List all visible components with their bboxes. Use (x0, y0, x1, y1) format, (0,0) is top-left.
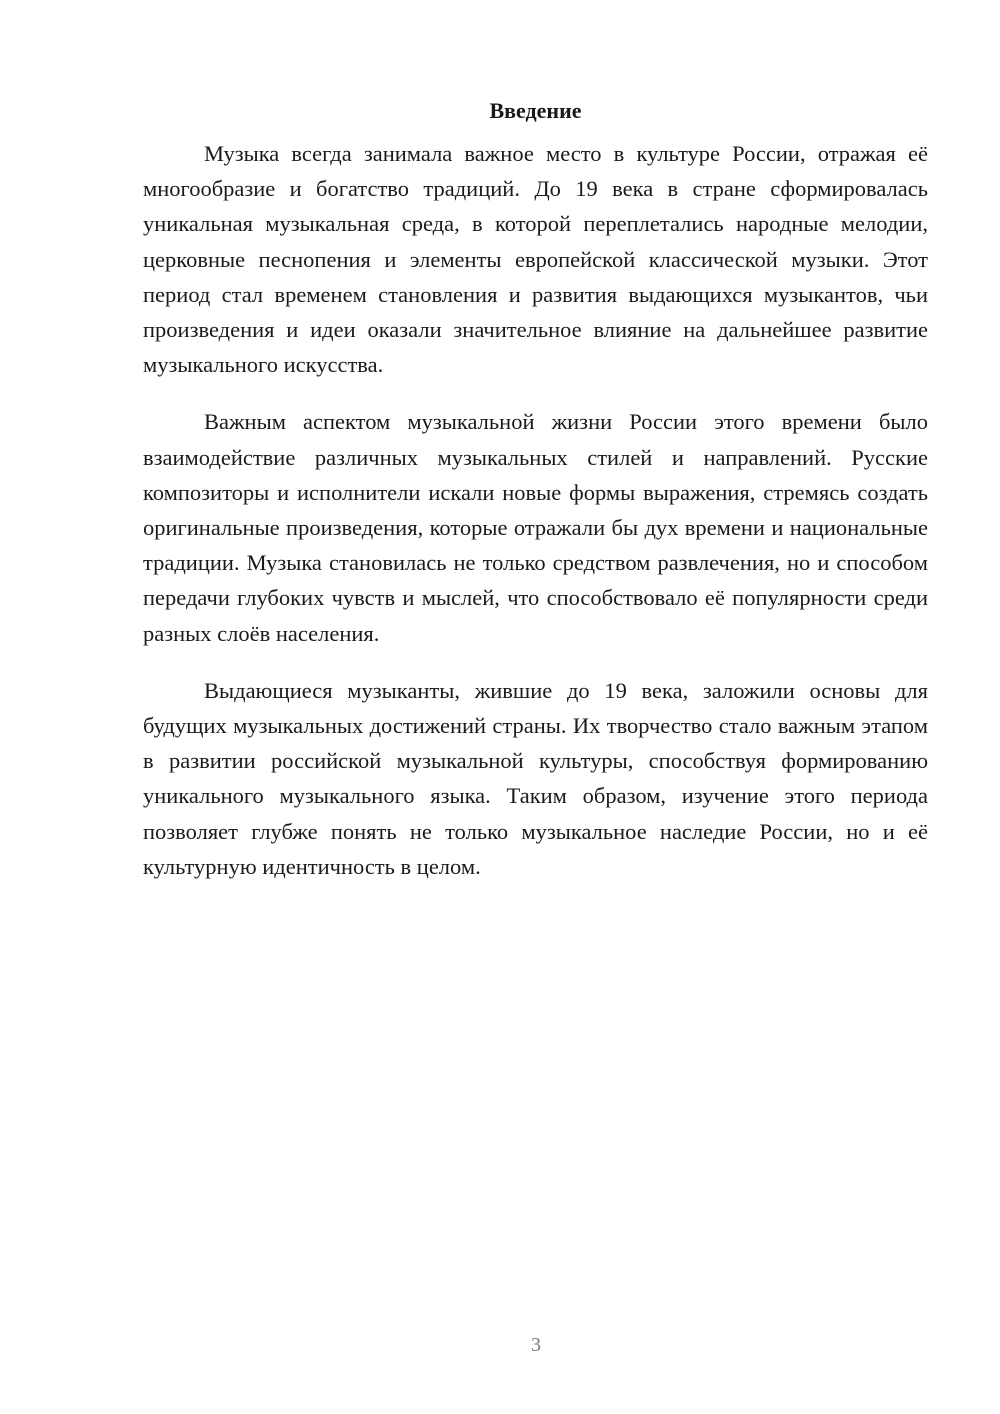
page-number: 3 (531, 1334, 541, 1356)
paragraph-2: Важным аспектом музыкальной жизни России этого времени было взаимодействие различных музыкальных стилей и направлений. Русские композиторы и исполнители искали новые формы выражения, стремясь создать оригинальные произведения, которые отражали бы дух времени и национальные традиции. Музыка становилась не только средством развлечения, но и способом передачи глубоких чувств и мыслей, что способствовало её популярности среди разных слоёв населения. (143, 409, 928, 646)
section-title: Введение (489, 98, 582, 123)
paragraph-1: Музыка всегда занимала важное место в культуре России, отражая её многообразие и богатство традиций. До 19 века в стране сформировалась уникальная музыкальная среда, в которой переплетались народные мелодии, церковные песнопения и элементы европейской классической музыки. Этот период стал временем становления и развития выдающихся музыкантов, чьи произведения и идеи оказали значительное влияние на дальнейшее развитие музыкального искусства. (143, 141, 928, 378)
page-content (143, 96, 928, 906)
paragraph-3: Выдающиеся музыканты, жившие до 19 века, заложили основы для будущих музыкальных достижений страны. Их творчество стало важным этапом в развитии российской музыкальной культуры, способствуя формированию уникального музыкального языка. Таким образом, изучение этого периода позволяет глубже понять не только музыкальное наследие России, но и её культурную идентичность в целом. (143, 677, 928, 879)
